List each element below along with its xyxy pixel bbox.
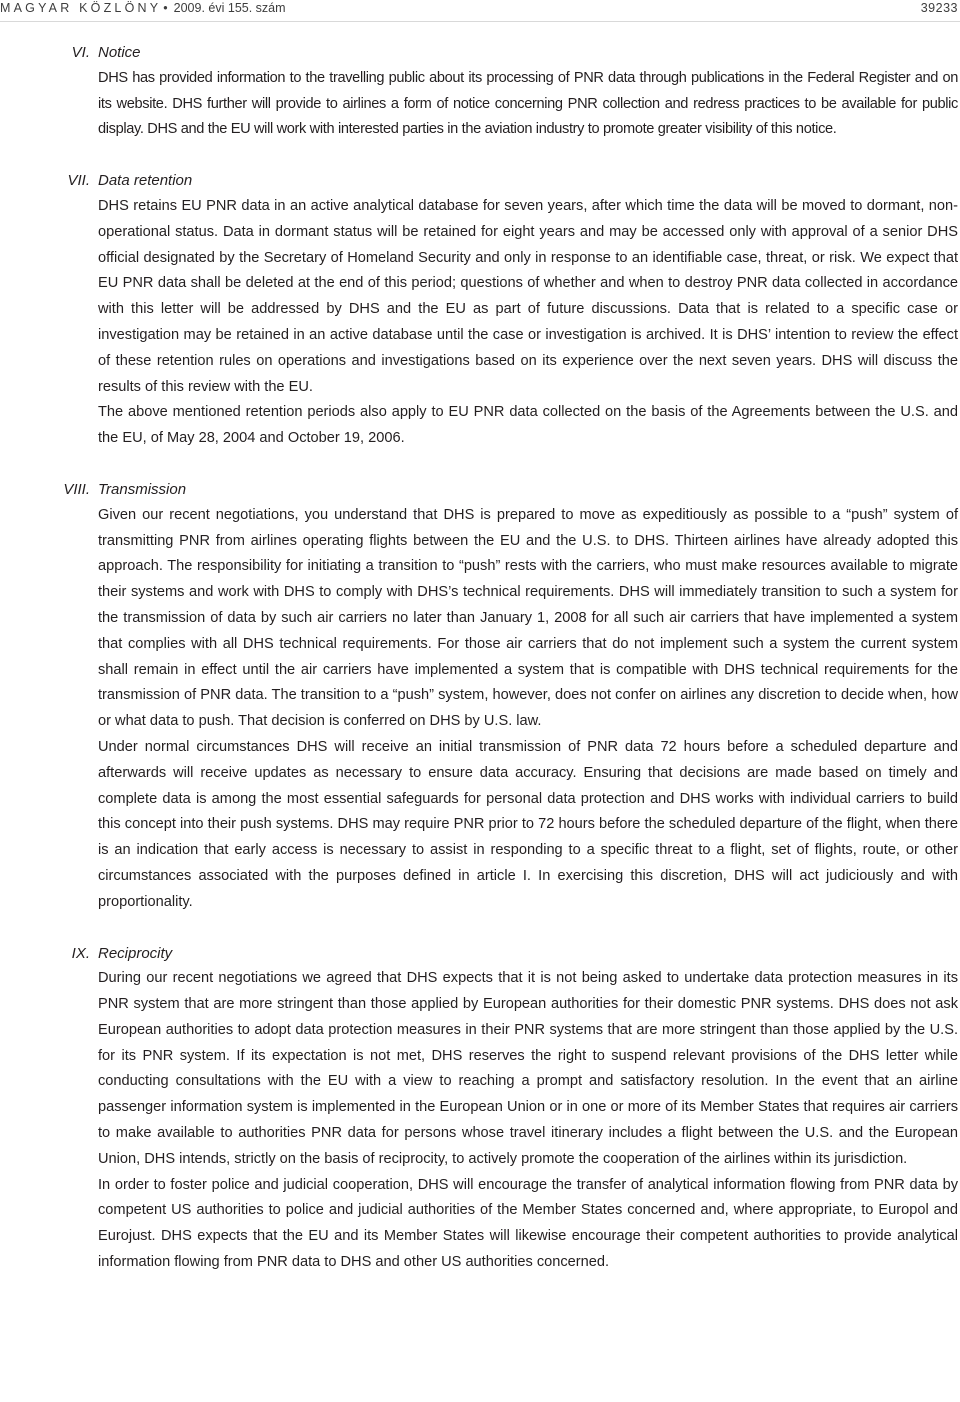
section-paragraph: DHS retains EU PNR data in an active analytical database for seven years, after which time the data will be moved to dormant, non-operational status. Data in dormant status will be retained for eight years and may be accessed only with approval of a senior DHS official designated by the Secretary of Homeland Security and only in response to an identifiable case, threat, or risk. We expect that EU PNR data shall be deleted at the end of this period; questions of whether and when to destroy PNR data collected in accordance with this letter will be addressed by DHS and the EU as part of future discussions. Data that is related to a specific case or investigation may be retained in an active database until the case or investigation is archived. It is DHS’ intention to review the effect of these retention rules on operations and investigations based on its experience over the next seven years. DHS will discuss the results of this review with the EU.	[98, 197, 958, 395]
document-body	[0, 40, 960, 1301]
section-number: VII.	[67, 172, 90, 190]
section-data-retention	[0, 168, 960, 452]
section-paragraph: Under normal circumstances DHS will receive an initial transmission of PNR data 72 hours before a scheduled departure and afterwards will receive updates as necessary to ensure data accuracy. Ensuring that decisions are made based on timely and complete data is among the most essential safeguards for personal data protection and DHS works with individual carriers to build this concept into their push systems. DHS may require PNR prior to 72 hours before the scheduled departure of the flight, when there is an indication that early access is necessary to assist in responding to a specific threat to a flight, set of flights, route, or other circumstances associated with the purposes defined in article I. In exercising this discretion, DHS will act judiciously and with proportionality.	[98, 738, 958, 910]
section-paragraph: During our recent negotiations we agreed that DHS expects that it is not being asked to undertake data protection measures in its PNR system that are more stringent than those applied by European authorities for their domestic PNR systems. DHS does not ask European authorities to adopt data protection measures in their PNR systems that are more stringent than those applied by the U.S. for its PNR system. If its expectation is not met, DHS reserves the right to suspend relevant provisions of the DHS letter while conducting consultations with the EU with a view to reaching a prompt and satisfactory resolution. In the event that an airline passenger information system is implemented in the European Union or in one or more of its Member States that requires air carriers to make available to authorities PNR data for persons whose travel itinerary includes a flight between the U.S. and the European Union, DHS intends, strictly on the basis of reciprocity, to actively promote the cooperation of the airlines within its jurisdiction.	[98, 970, 958, 1167]
page-number: 39233	[920, 1, 958, 15]
section-number: VI.	[71, 44, 90, 61]
section-reciprocity	[0, 941, 960, 1276]
section-notice	[0, 40, 960, 143]
page-header	[0, 0, 960, 22]
section-title: Reciprocity	[98, 944, 173, 962]
section-paragraph: In order to foster police and judicial cooperation, DHS will encourage the transfer of analytical information flowing from PNR data by competent US authorities to police and judicial authorities of the Member States concerned and, where appropriate, to Europol and Eurojust. DHS expects that the EU and its Member States will likewise encourage their competent authorities to provide analytical information flowing from PNR data to DHS and other US authorities concerned.	[98, 1176, 958, 1271]
section-number: IX.	[71, 944, 90, 962]
section-title: Transmission	[98, 480, 187, 498]
section-title: Notice	[98, 44, 141, 61]
section-paragraph: Given our recent negotiations, you understand that DHS is prepared to move as expeditiously as possible to a “push” system of transmitting PNR from airlines operating flights between the EU and the U.S. to DHS. Thirteen airlines have already adopted this approach. The responsibility for initiating a transition to “push” rests with the carriers, who must make resources available to migrate their systems and work with DHS to comply with DHS’s technical requirements. DHS will immediately transition to such a system for the transmission of data by such air carriers no later than January 1, 2008 for all such air carriers that have implemented a system that complies with all DHS technical requirements. For those air carriers that do not implement such a system the current system shall remain in effect until the air carriers have implemented a system that is compatible with DHS technical requirements for the transmission of PNR data. The transition to a “push” system, however, does not confer on airlines any discretion to decide when, how or what data to push. That decision is conferred on DHS by U.S. law.	[98, 506, 958, 730]
section-transmission	[0, 477, 960, 916]
journal-title: MAGYAR KÖZLÖNY	[0, 1, 162, 15]
section-paragraph: The above mentioned retention periods also apply to EU PNR data collected on the basis of the Agreements between the U.S. and the EU, of May 28, 2004 and October 19, 2006.	[98, 404, 958, 447]
section-title: Data retention	[98, 172, 193, 190]
issue-info: 2009. évi 155. szám	[173, 1, 286, 15]
running-head	[0, 0, 286, 16]
section-paragraph: DHS has provided information to the travelling public about its processing of PNR data through publications in the Federal Register and on its website. DHS further will provide to airlines a form of notice concerning PNR collection and redress practices to be available for public display. DHS and the EU will work with interested parties in the aviation industry to promote greater visibility of this notice.	[98, 69, 958, 138]
bullet-separator: •	[163, 1, 168, 15]
section-number: VIII.	[63, 480, 90, 498]
